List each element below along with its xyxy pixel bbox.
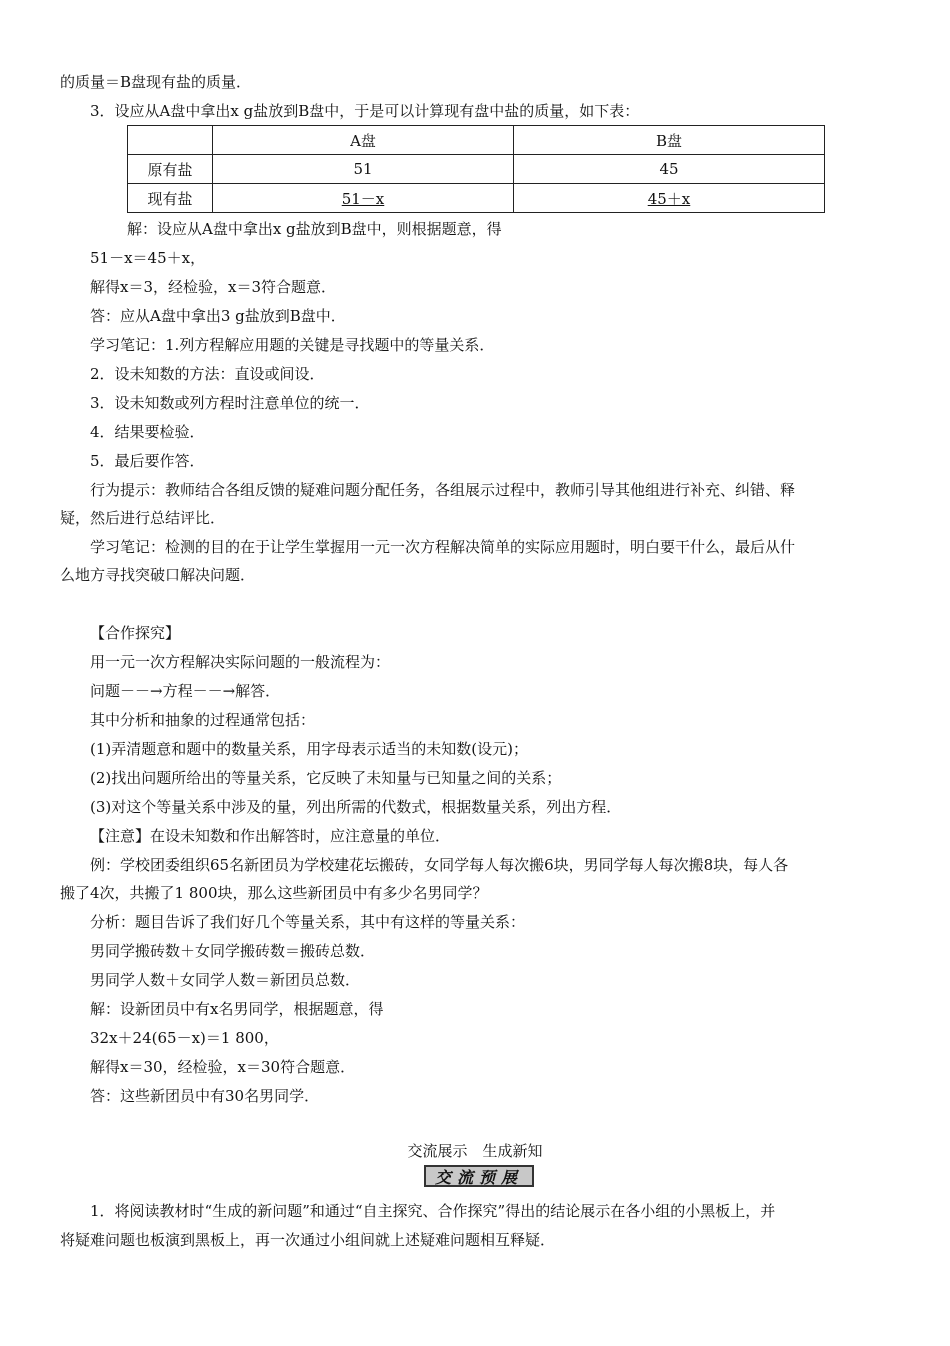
text-line: 分析：题目告诉了我们好几个等量关系，其中有这样的等量关系： — [90, 913, 526, 931]
table-cell: 现有盐 — [128, 184, 213, 213]
text-line: 解：设新团员中有x名男同学，根据题意，得 — [90, 1000, 384, 1018]
text-line: 答：这些新团员中有30名男同学． — [90, 1087, 320, 1105]
section-badge-label: 交流预展 — [434, 1167, 523, 1187]
text-line: 的质量＝B盘现有盐的质量． — [60, 73, 252, 91]
text-line: (3)对这个等量关系中涉及的量，列出所需的代数式，根据数量关系，列出方程． — [90, 798, 622, 816]
text-line: 1．将阅读教材时“生成的新问题”和通过“自主探究、合作探究”得出的结论展示在各小组的小黑板上，并 — [90, 1202, 776, 1220]
text-line: 学习笔记：1.列方程解应用题的关键是寻找题中的等量关系． — [90, 336, 495, 354]
text-line: 4．结果要检验． — [90, 423, 205, 441]
text-line: 5．最后要作答． — [90, 452, 205, 470]
text-line: 男同学搬砖数＋女同学搬砖数＝搬砖总数． — [90, 942, 376, 960]
text-line: 行为提示：教师结合各组反馈的疑难问题分配任务，各组展示过程中，教师引导其他组进行补充、纠错、释 — [90, 481, 796, 499]
text-line: 例：学校团委组织65名新团员为学校建花坛搬砖，女同学每人每次搬6块，男同学每人每次搬8块，每人各 — [90, 856, 789, 874]
table-cell — [213, 184, 514, 213]
section-title: 交流展示 生成新知 — [407, 1142, 543, 1160]
table-header-cell: A盘 — [213, 126, 514, 155]
text-line: 疑，然后进行总结评比． — [60, 509, 226, 527]
text-line: 32x＋24(65－x)＝1 800， — [90, 1029, 279, 1047]
table-header-row — [128, 126, 825, 155]
text-line: 3．设未知数或列方程时注意单位的统一． — [90, 394, 370, 412]
text-line: 答：应从A盘中拿出3 g盐放到B盘中． — [90, 307, 346, 325]
text-line: (2)找出问题所给出的等量关系，它反映了未知量与已知量之间的关系； — [90, 769, 562, 787]
text-line: 【注意】在设未知数和作出解答时，应注意量的单位． — [90, 827, 451, 845]
table-cell: 51 — [213, 155, 514, 184]
text-line: 用一元一次方程解决实际问题的一般流程为： — [90, 653, 391, 671]
salt-table — [127, 125, 825, 213]
text-line: 么地方寻找突破口解决问题． — [60, 566, 256, 584]
underlined-value: 45＋x — [647, 189, 691, 208]
text-line: 其中分析和抽象的过程通常包括： — [90, 711, 316, 729]
text-line: 51－x＝45＋x， — [90, 249, 206, 267]
text-line: 将疑难问题也板演到黑板上，再一次通过小组间就上述疑难问题相互释疑． — [60, 1231, 556, 1249]
table-cell — [514, 184, 825, 213]
text-line: 解得x＝30，经检验，x＝30符合题意． — [90, 1058, 356, 1076]
text-line: 问题－－→方程－－→解答． — [90, 682, 281, 700]
text-line: 解得x＝3，经检验，x＝3符合题意． — [90, 278, 337, 296]
text-line: 2．设未知数的方法：直设或间设． — [90, 365, 325, 383]
text-line: (1)弄清题意和题中的数量关系，用字母表示适当的未知数(设元)； — [90, 740, 528, 758]
section-badge — [424, 1165, 534, 1187]
text-line: 搬了4次，共搬了1 800块，那么这些新团员中有多少名男同学？ — [60, 884, 488, 902]
table-row — [128, 184, 825, 213]
table-cell: 原有盐 — [128, 155, 213, 184]
table-cell: 45 — [514, 155, 825, 184]
text-line: 3．设应从A盘中拿出x g盐放到B盘中，于是可以计算现有盘中盐的质量，如下表： — [90, 102, 640, 120]
table-row — [128, 155, 825, 184]
table-header-cell — [128, 126, 213, 155]
underlined-value: 51－x — [341, 189, 385, 208]
section-heading: 【合作探究】 — [90, 624, 181, 642]
text-line: 男同学人数＋女同学人数＝新团员总数． — [90, 971, 361, 989]
text-line: 解：设应从A盘中拿出x g盐放到B盘中，则根据题意，得 — [127, 220, 502, 238]
text-line: 学习笔记：检测的目的在于让学生掌握用一元一次方程解决简单的实际应用题时，明白要干什么，最后从什 — [90, 538, 796, 556]
table-header-cell: B盘 — [514, 126, 825, 155]
